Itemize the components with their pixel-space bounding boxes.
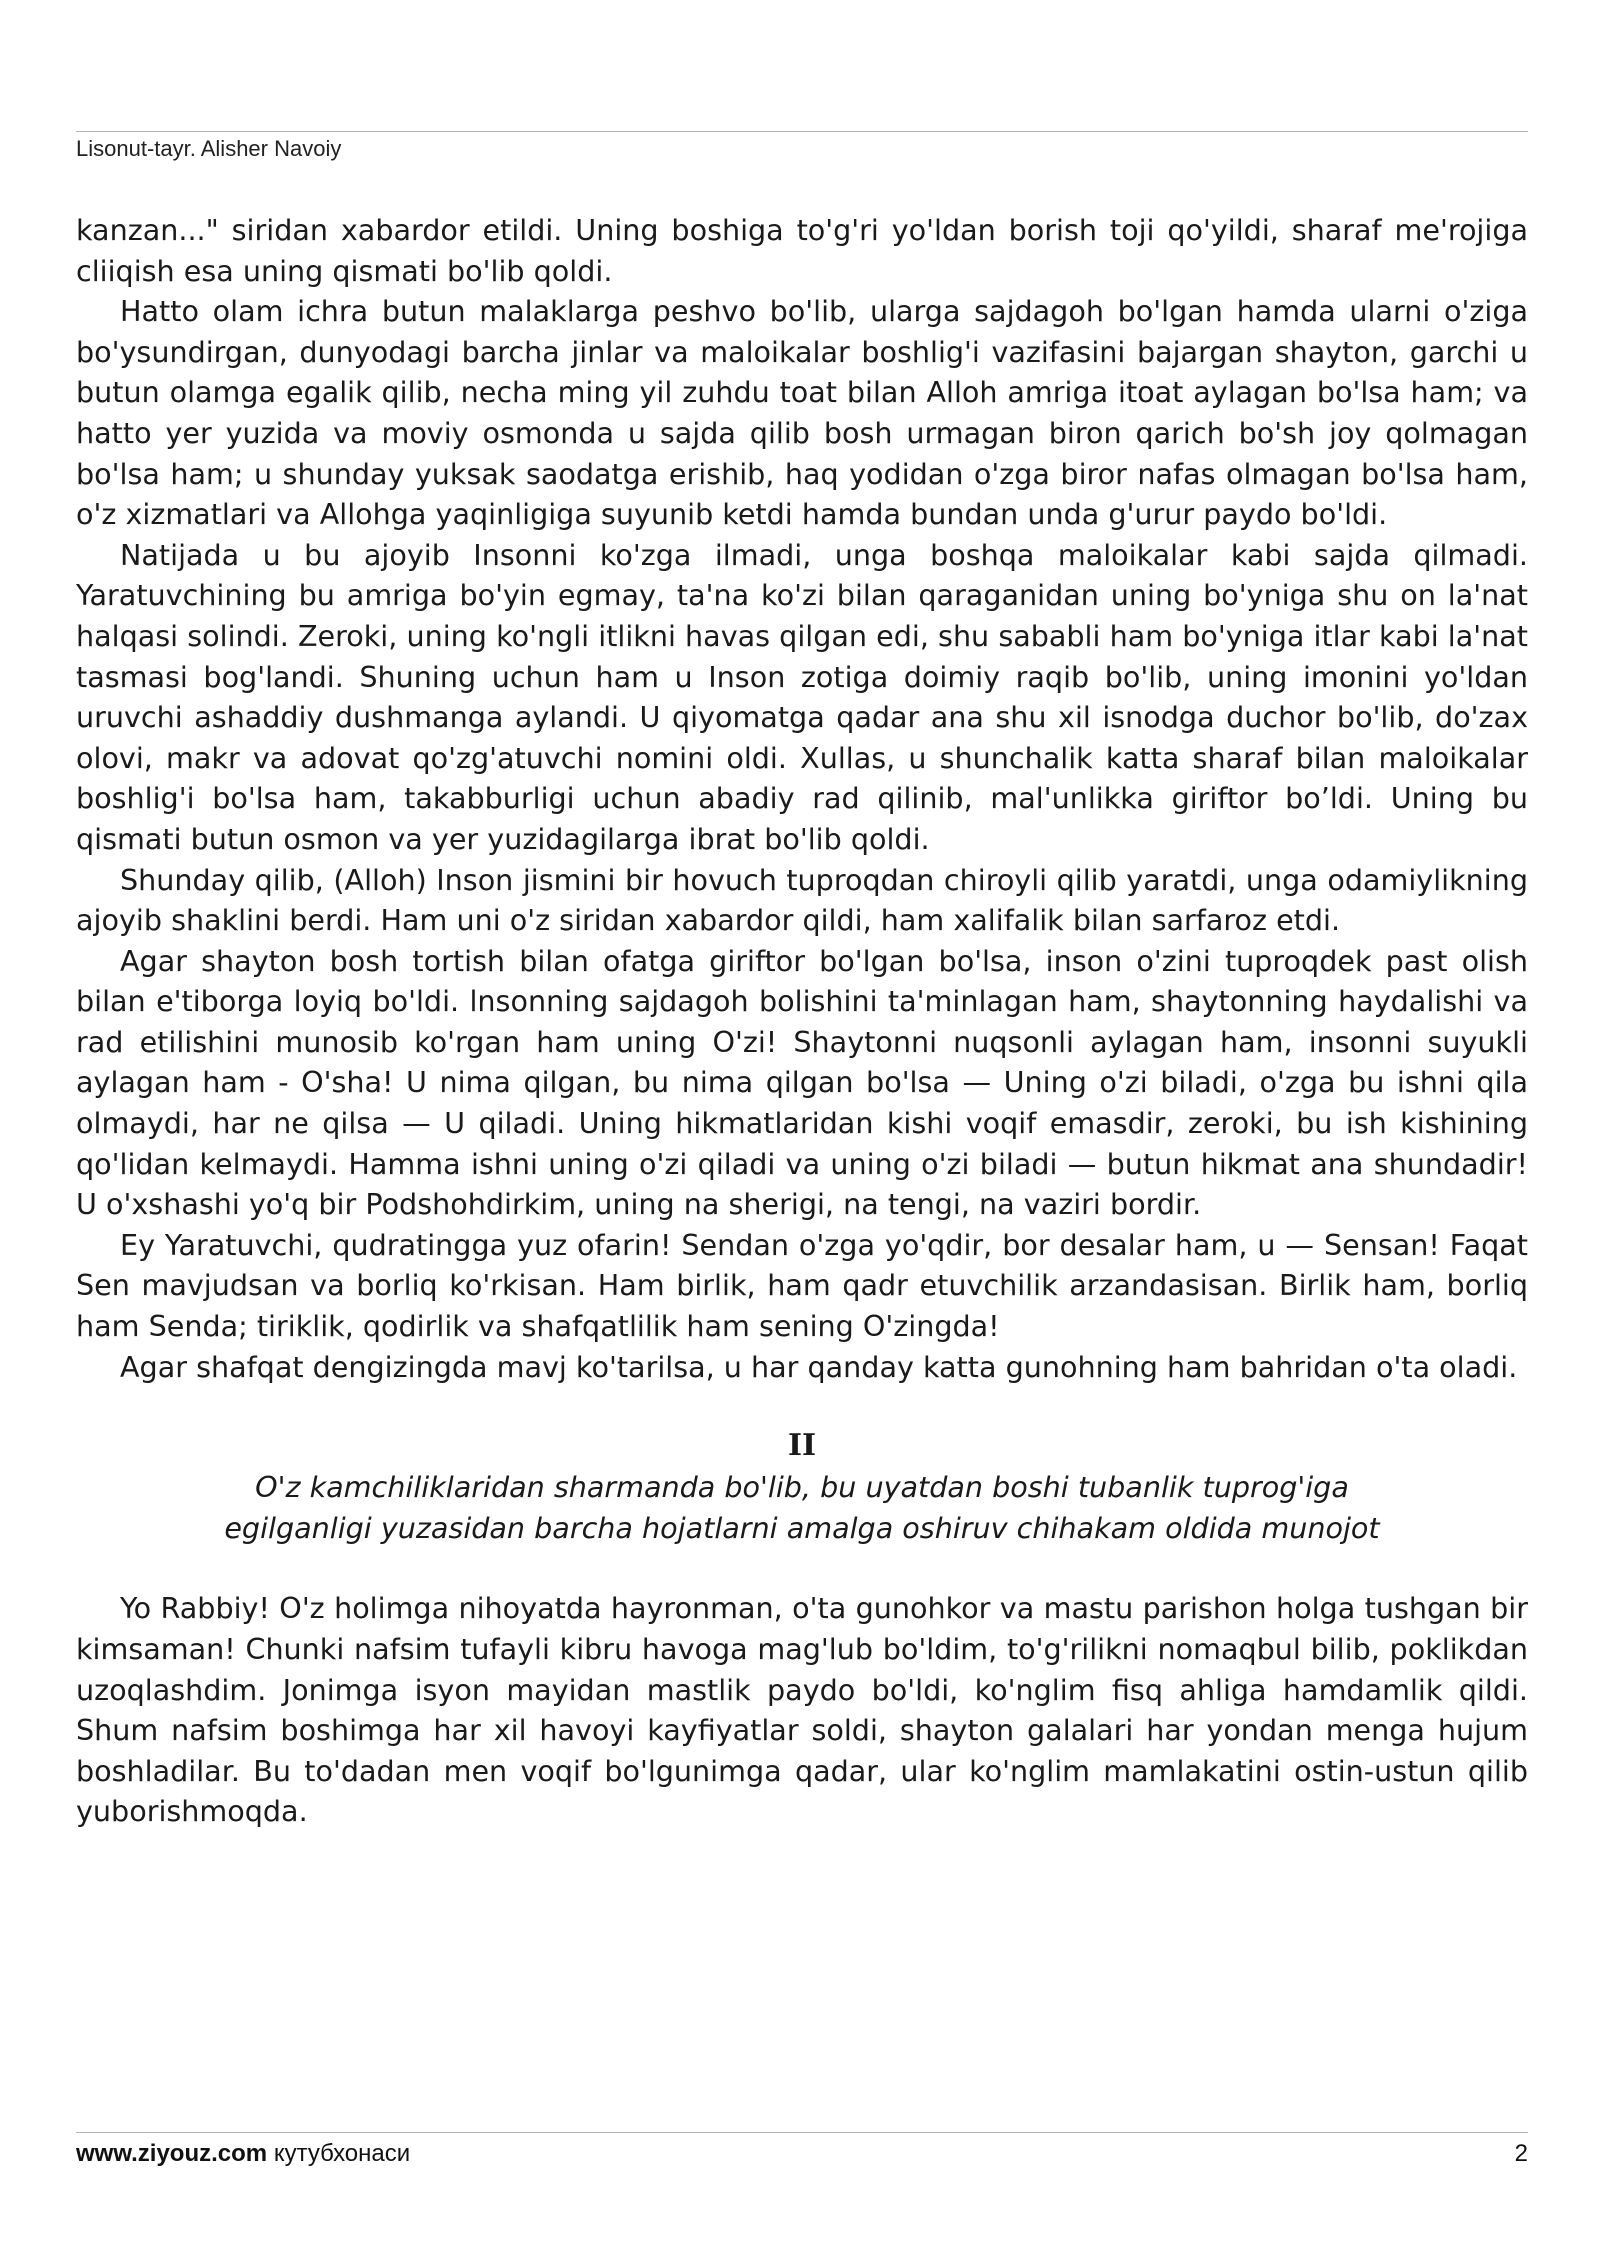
paragraph-1: kanzan..." siridan xabardor etildi. Uning boshiga to'g'ri yo'ldan borish toji qo'yildi, sharaf me'rojiga cliiqish esa uning qismati bo'lib qoldi. [76, 213, 1528, 288]
header-rule [76, 131, 1528, 132]
running-title: Lisonut-tayr. Alisher Navoiy [76, 136, 342, 161]
paragraph-4: Shunday qilib, (Alloh) Inson jismini bir hovuch tuproqdan chiroyli qilib yaratdi, unga odamiylikning ajoyib shaklini berdi. Ham uni o'z siridan xabardor qildi, ham xalifalik bilan sarfaroz etdi. [76, 862, 1528, 938]
paragraph-8: Yo Rabbiy! O'z holimga nihoyatda hayronman, o'ta gunohkor va mastu parishon holga tushgan bir kimsaman! Chunki nafsim tufayli kibru havoga mag'lub bo'ldim, to'g'rilikni nomaqbul bilib, poklikdan uzoqlashdim. Jonimga isyon mayidan mastlik paydo bo'ldi, ko'nglim fisq ahliga hamdamlik qildi. Shum nafsim boshimga har xil havoyi kayfiyatlar soldi, shayton galalari har yondan menga hujum boshladilar. Bu to'dadan men voqif bo'lgunimga qadar, ular ko'nglim mamlakatini ostin-ustun qilib yuborishmoqda. [76, 1591, 1528, 1829]
footer-rule [76, 2132, 1528, 2133]
footer-source [76, 2140, 410, 2168]
body-text [76, 210, 1528, 1832]
section-number: II [787, 1428, 817, 1464]
page-number: 2 [1514, 2140, 1528, 2167]
section-subtitle-line-2: egilganligi yuzasidan barcha hojatlarni amalga oshiruv chihakam oldida munojot [224, 1510, 1380, 1545]
section-subtitle-line-1: O'z kamchiliklaridan sharmanda bo'lib, bu uyatdan boshi tubanlik tuprog'iga [255, 1470, 1349, 1505]
paragraph-6: Ey Yaratuvchi, qudratingga yuz ofarin! Sendan o'zga yo'qdir, bor desalar ham, u — Sensan! Faqat Sen mavjudsan va borliq ko'rkisan. Ham birlik, ham qadr etuvchilik arzandasisan. Birlik ham, borliq ham Senda; tiriklik, qodirlik va shafqatlilik ham sening O'zingda! [76, 1227, 1528, 1344]
paragraph-2: Hatto olam ichra butun malaklarga peshvo bo'lib, ularga sajdagoh bo'lgan hamda ularni o'ziga bo'ysundirgan, dunyodagi barcha jinlar va maloikalar boshlig'i vazifasini bajargan shayton, garchi u butun olamga egalik qilib, necha ming yil zuhdu toat bilan Alloh amriga itoat aylagan bo'lsa ham; va hatto yer yuzida va moviy osmonda u sajda qilib bosh urmagan biron qarich bo'sh joy qolmagan bo'lsa ham; u shunday yuksak saodatga erishib, haq yodidan o'zga biror nafas olmagan bo'lsa ham, o'z xizmatlari va Allohga yaqinligiga suyunib ketdi hamda bundan unda g'urur paydo bo'ldi. [76, 294, 1528, 532]
paragraph-3: Natijada u bu ajoyib Insonni ko'zga ilmadi, unga boshqa maloikalar kabi sajda qilmadi. Yaratuvchining bu amriga bo'yin egmay, ta'na ko'zi bilan qaraganidan uning bo'yniga shu on la'nat halqasi solindi. Zeroki, uning ko'ngli itlikni havas qilgan edi, shu sababli ham bo'yniga itlar kabi la'nat tasmasi bog'landi. Shuning uchun ham u Inson zotiga doimiy raqib bo'lib, uning imonini yo'ldan uruvchi ashaddiy dushmanga aylandi. U qiyomatga qadar ana shu xil isnodga duchor bo'lib, do'zax olovi, makr va adovat qo'zg'atuvchi nomini oldi. Xullas, u shunchalik katta sharaf bilan maloikalar boshlig'i bo'lsa ham, takabburligi uchun abadiy rad qilinib, mal'unlikka giriftor bo’ldi. Uning bu qismati butun osmon va yer yuzidagilarga ibrat bo'lib qoldi. [76, 537, 1528, 856]
footer-library-word: кутубхонаси [273, 2140, 411, 2167]
paragraph-7: Agar shafqat dengizingda mavj ko'tarilsa, u har qanday katta gunohning ham bahridan o'ta oladi. [120, 1349, 1518, 1384]
paragraph-5: Agar shayton bosh tortish bilan ofatga giriftor bo'lgan bo'lsa, inson o'zini tuproqdek past olish bilan e'tiborga loyiq bo'ldi. lnsonning sajdagoh bolishini ta'minlagan ham, shaytonning haydalishi va rad etilishini munosib ko'rgan ham uning O'zi! Shaytonni nuqsonli aylagan ham, insonni suyukli aylagan ham - O'sha! U nima qilgan, bu nima qilgan bo'lsa — Uning o'zi biladi, o'zga bu ishni qila olmaydi, har ne qilsa — U qiladi. Uning hikmatlaridan kishi voqif emasdir, zeroki, bu ish kishining qo'lidan kelmaydi. Hamma ishni uning o'zi qiladi va uning o'zi biladi — butun hikmat ana shundadir! U o'xshashi yo'q bir Podshohdirkim, uning na sherigi, na tengi, na vaziri bordir. [76, 943, 1528, 1222]
footer-site-link[interactable]: www.ziyouz.com [76, 2140, 268, 2167]
